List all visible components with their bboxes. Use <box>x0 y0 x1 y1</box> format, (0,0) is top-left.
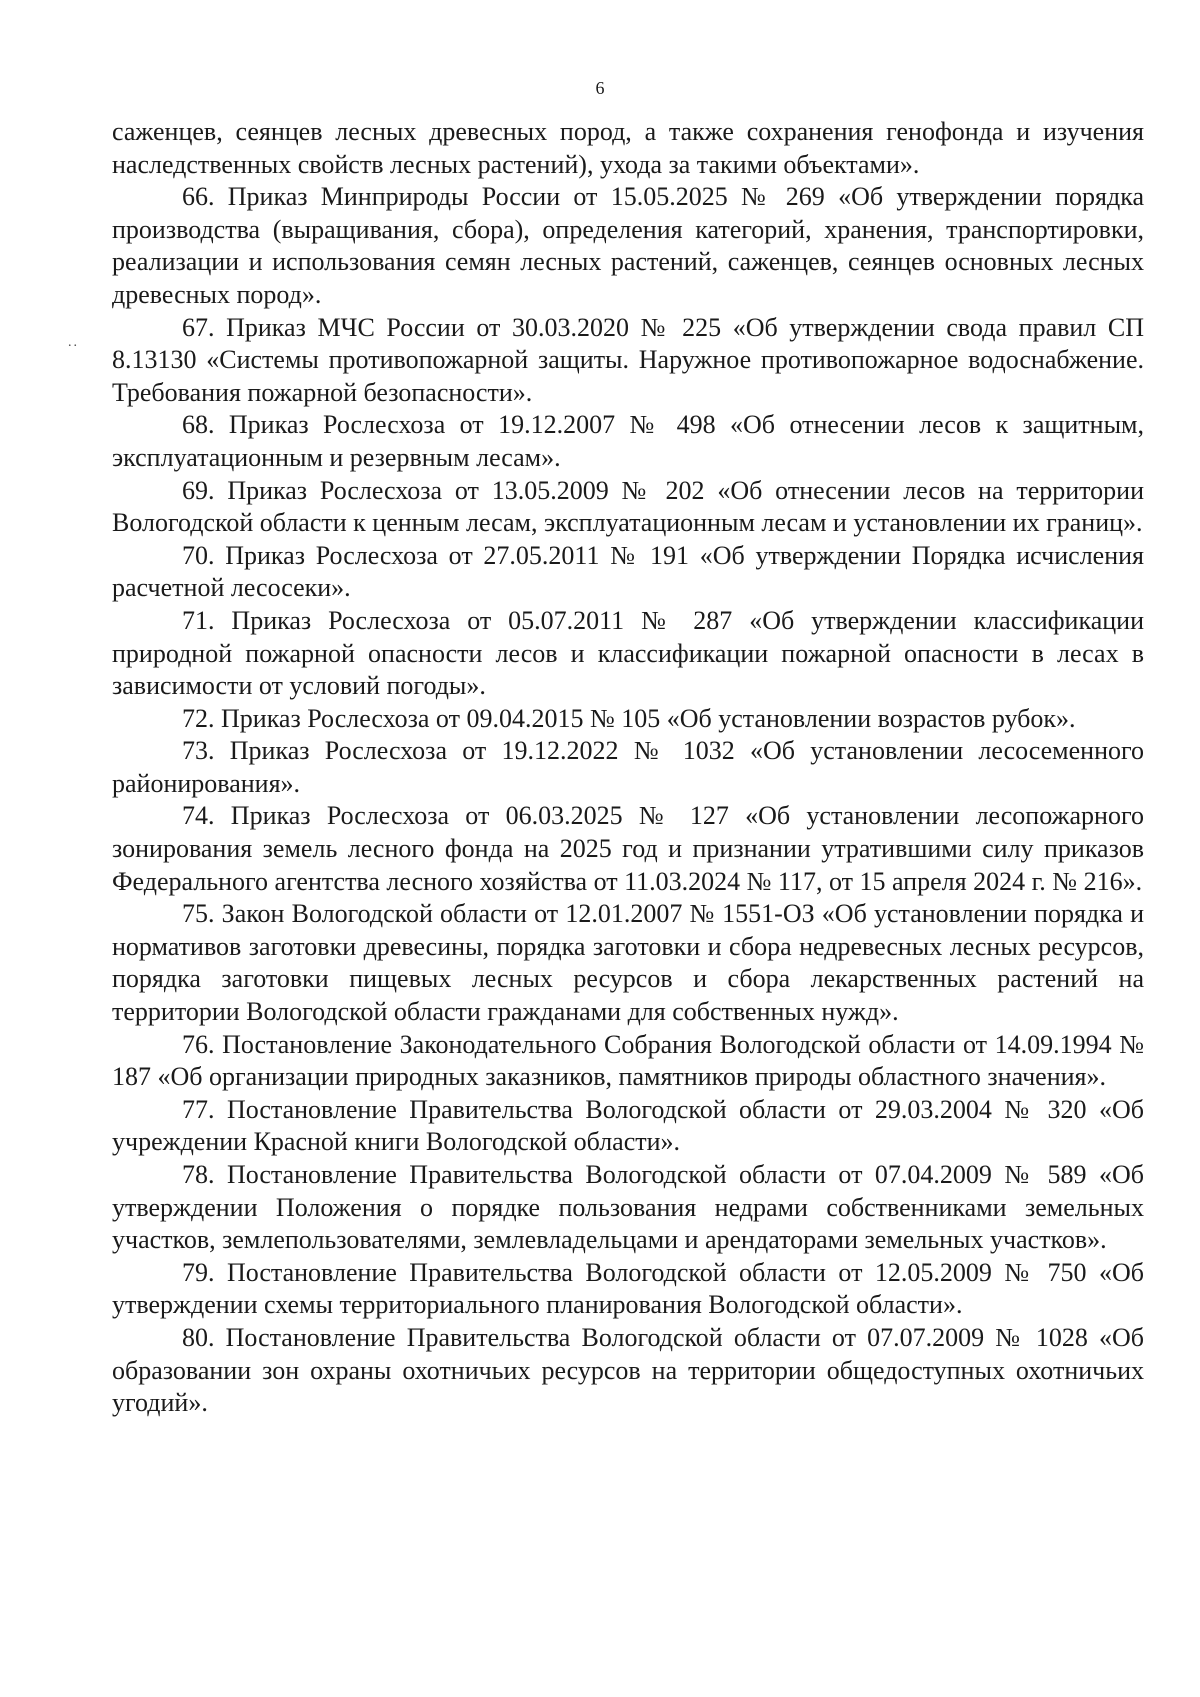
list-item-75: 75. Закон Вологодской области от 12.01.2007 № 1551-ОЗ «Об установлении порядка и нормативов заготовки древесины, порядка заготовки и сбора недревесных лесных ресурсов, порядка заготовки пищевых лесных ресурсов и сбора лекарственных растений на территории Вологодской области гражданами для собственных нужд». <box>112 899 1144 1027</box>
list-item-69: 69. Приказ Рослесхоза от 13.05.2009 № 202 «Об отнесении лесов на территории Вологодской области к ценным лесам, эксплуатационным лесам и установлении их границ». <box>112 475 1144 538</box>
margin-mark: .. <box>68 335 79 350</box>
page-number: 6 <box>595 78 605 98</box>
list-item-78: 78. Постановление Правительства Вологодской области от 07.04.2009 № 589 «Об утверждении Положения о порядке пользования недрами собственниками земельных участков, землепользователями, землевладельцами и арендаторами земельных участков». <box>112 1160 1144 1255</box>
list-item-73: 73. Приказ Рослесхоза от 19.12.2022 № 1032 «Об установлении лесосеменного районирования». <box>112 736 1144 798</box>
list-item-68: 68. Приказ Рослесхоза от 19.12.2007 № 498 «Об отнесении лесов к защитным, эксплуатационным и резервным лесам». <box>112 410 1144 472</box>
list-item-80: 80. Постановление Правительства Вологодской области от 07.07.2009 № 1028 «Об образовании зон охраны охотничьих ресурсов на территории общедоступных охотничьих угодий». <box>112 1322 1144 1418</box>
list-item-70: 70. Приказ Рослесхоза от 27.05.2011 № 191 «Об утверждении Порядка исчисления расчетной лесосеки». <box>112 540 1144 603</box>
list-item-77: 77. Постановление Правительства Вологодской области от 29.03.2004 № 320 «Об учреждении Красной книги Вологодской области». <box>112 1094 1144 1157</box>
paragraph-continuation: саженцев, сеянцев лесных древесных пород, а также сохранения генофонда и изучения наследственных свойств лесных растений), ухода за такими объектами». <box>112 117 1144 179</box>
list-item-67: 67. Приказ МЧС России от 30.03.2020 № 225 «Об утверждении свода правил СП 8.13130 «Системы противопожарной защиты. Наружное противопожарное водоснабжение. Требования пожарной безопасности». <box>112 312 1144 407</box>
list-item-72: 72. Приказ Рослесхоза от 09.04.2015 № 105 «Об установлении возрастов рубок». <box>182 703 1076 733</box>
list-item-74: 74. Приказ Рослесхоза от 06.03.2025 № 127 «Об установлении лесопожарного зонирования земель лесного фонда на 2025 год и признании утратившими силу приказов Федерального агентства лесного хозяйства от 11.03.2024 № 117, от 15 апреля 2024 г. № 216». <box>112 801 1144 896</box>
document-body <box>112 116 1144 1420</box>
list-item-71: 71. Приказ Рослесхоза от 05.07.2011 № 287 «Об утверждении классификации природной пожарной опасности лесов и классификации пожарной опасности в лесах в зависимости от условий погоды». <box>112 605 1144 701</box>
list-item-76: 76. Постановление Законодательного Собрания Вологодской области от 14.09.1994 № 187 «Об организации природных заказников, памятников природы областного значения». <box>112 1029 1144 1092</box>
list-item-79: 79. Постановление Правительства Вологодской области от 12.05.2009 № 750 «Об утверждении схемы территориального планирования Вологодской области». <box>112 1257 1144 1320</box>
list-item-66: 66. Приказ Минприроды России от 15.05.2025 № 269 «Об утверждении порядка производства (выращивания, сбора), определения категорий, хранения, транспортировки, реализации и использования семян лесных растений, саженцев, сеянцев основных лесных древесных пород». <box>112 182 1144 309</box>
